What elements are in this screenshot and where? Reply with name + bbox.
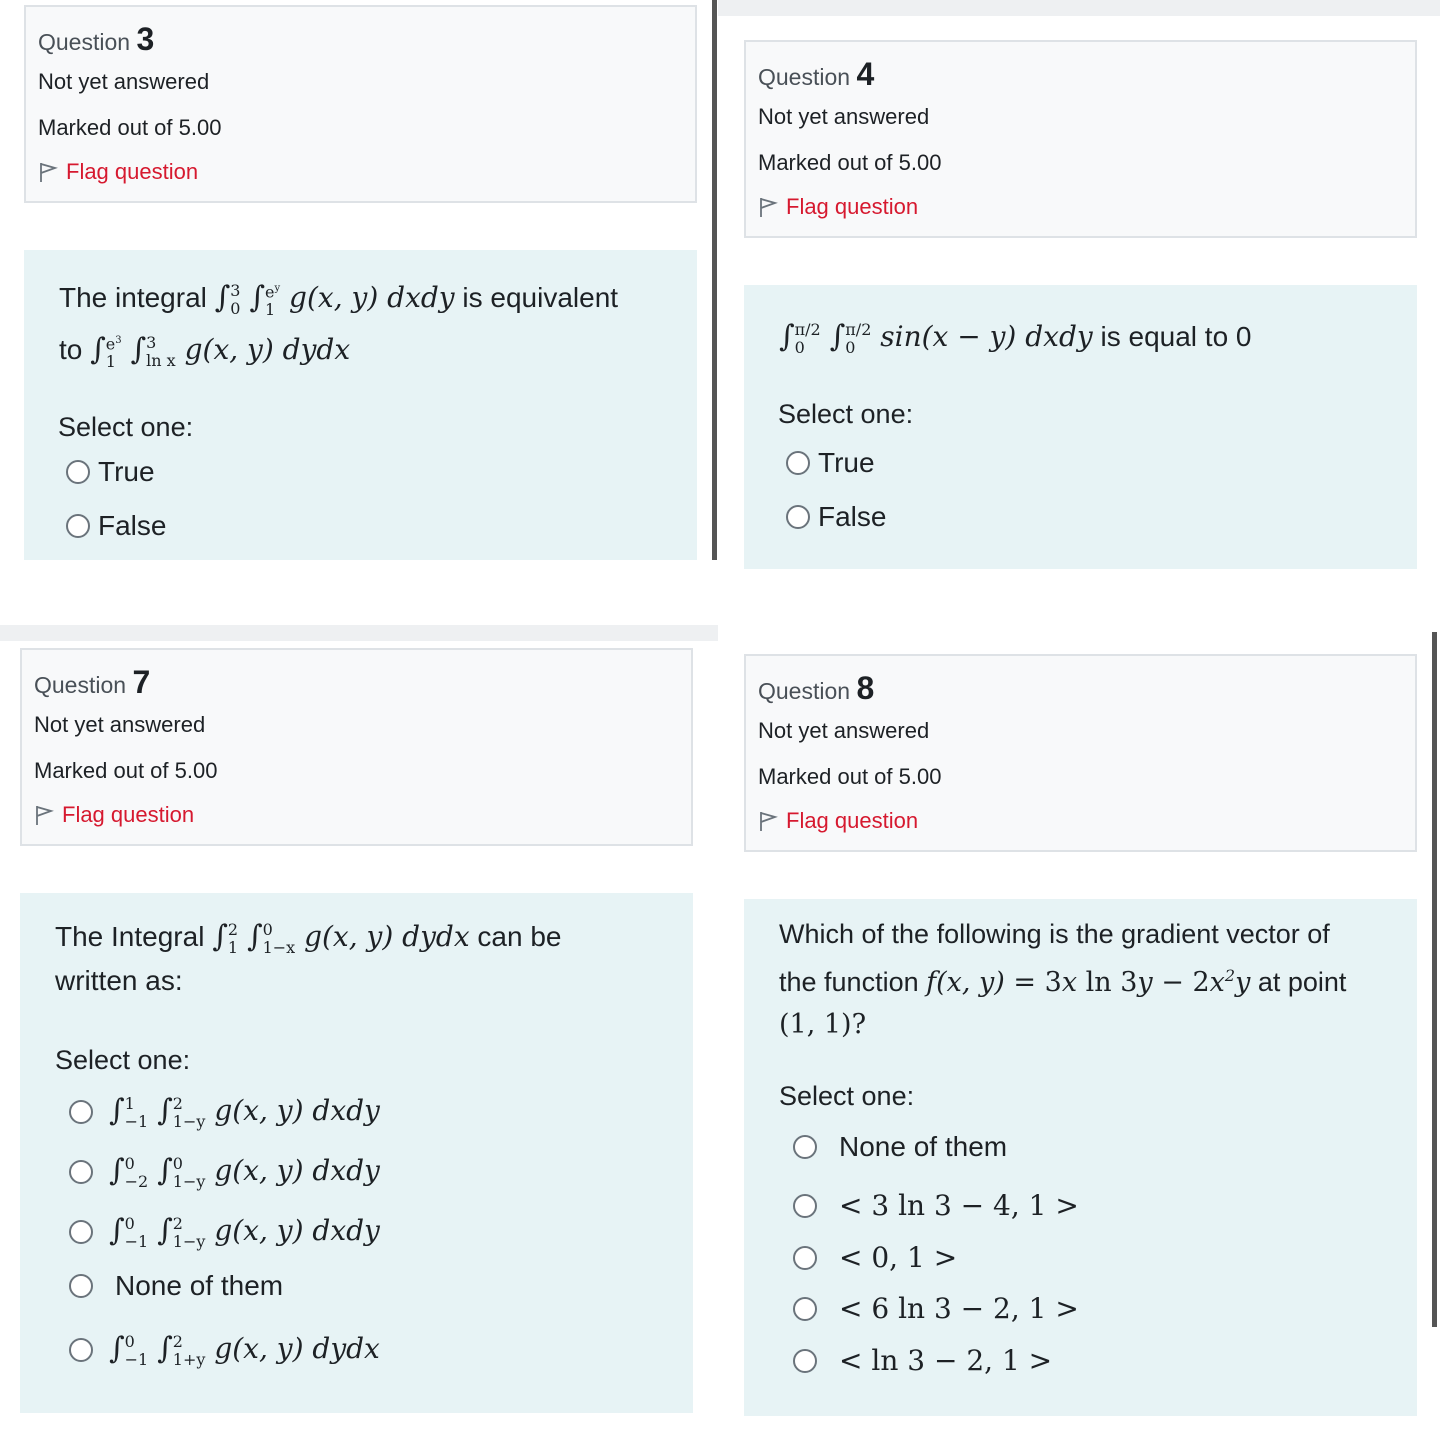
question-7-flag-link[interactable]: Flag question [34, 802, 194, 828]
question-3-text: The integral ∫ 3 0 ∫ $e^y$ 1 g(x, y) dxdy is equivalent to ∫ $e^3$ 1 ∫ 3 ln x g(x, y) dydx [59, 280, 619, 372]
question-7-option-a[interactable]: ∫ 1 −1 ∫ 2 1−y g(x, y) dxdy [69, 1093, 380, 1131]
question-8-option-e[interactable]: < ln 3 − 2, 1 > [793, 1344, 1052, 1377]
question-3-content [24, 250, 697, 560]
radio-icon[interactable] [786, 505, 810, 529]
question-8-flag-link[interactable]: Flag question [758, 808, 918, 834]
question-7-grade: Marked out of 5.00 [34, 758, 218, 783]
radio-icon[interactable] [69, 1274, 93, 1298]
question-4-content [744, 285, 1417, 569]
question-4-info [744, 40, 1417, 238]
radio-icon[interactable] [69, 1160, 93, 1184]
question-3-state: Not yet answered [38, 69, 210, 94]
radio-icon[interactable] [66, 514, 90, 538]
radio-icon[interactable] [793, 1349, 817, 1373]
question-8-info [744, 654, 1417, 852]
radio-icon[interactable] [786, 451, 810, 475]
question-8-prompt: Select one: [779, 1081, 915, 1111]
question-7-info [20, 648, 693, 846]
flag-icon [38, 161, 58, 183]
question-7-option-c[interactable]: ∫ 0 −1 ∫ 2 1−y g(x, y) dxdy [69, 1213, 380, 1251]
question-3-prompt: Select one: [58, 412, 194, 442]
question-8-grade: Marked out of 5.00 [758, 764, 942, 789]
question-7-state: Not yet answered [34, 712, 206, 737]
question-8-option-b[interactable]: < 3 ln 3 − 4, 1 > [793, 1189, 1079, 1222]
question-3-grade: Marked out of 5.00 [38, 115, 222, 140]
radio-icon[interactable] [69, 1220, 93, 1244]
question-8-text: Which of the following is the gradient vector of the function f(x, y) = 3x $\ln 3y - 2x^2y$ at point (1, 1)? [779, 919, 1347, 1040]
flag-icon [34, 804, 54, 826]
radio-icon[interactable] [793, 1246, 817, 1270]
question-8-number: Question 8 [758, 670, 875, 706]
question-7-option-b[interactable]: ∫ 0 −2 ∫ 0 1−y g(x, y) dxdy [69, 1153, 380, 1191]
question-8-option-a[interactable]: None of them [793, 1131, 1007, 1163]
question-8-option-d[interactable]: < 6 ln 3 − 2, 1 > [793, 1292, 1079, 1325]
question-7-option-e[interactable]: ∫ 0 −1 ∫ 2 1+y g(x, y) dydx [69, 1331, 380, 1369]
question-4-text: ∫ π/2 0 ∫ π/2 0 sin(x − y) dxdy is equal to 0 [779, 319, 1252, 357]
radio-icon[interactable] [66, 460, 90, 484]
question-8-option-c[interactable]: < 0, 1 > [793, 1241, 957, 1274]
radio-icon[interactable] [69, 1100, 93, 1124]
flag-icon [758, 196, 778, 218]
question-4-state: Not yet answered [758, 104, 930, 129]
question-7-content [20, 893, 693, 1413]
radio-icon[interactable] [69, 1338, 93, 1362]
question-4-option-true[interactable]: True [786, 447, 875, 479]
question-7-number: Question 7 [34, 664, 151, 700]
question-3-number: Question 3 [38, 21, 155, 57]
question-4-grade: Marked out of 5.00 [758, 150, 942, 175]
question-3-option-true[interactable]: True [66, 456, 155, 488]
question-4-flag-link[interactable]: Flag question [758, 194, 918, 220]
panel-gap [0, 625, 718, 641]
radio-icon[interactable] [793, 1135, 817, 1159]
question-3-info [24, 5, 697, 203]
flag-icon [758, 810, 778, 832]
panel-divider [712, 0, 717, 560]
question-4-prompt: Select one: [778, 399, 914, 429]
panel-divider [1432, 632, 1437, 1327]
question-4-option-false[interactable]: False [786, 501, 886, 533]
question-3-option-false[interactable]: False [66, 510, 166, 542]
question-7-prompt: Select one: [55, 1045, 191, 1075]
question-3-flag-link[interactable]: Flag question [38, 159, 198, 185]
radio-icon[interactable] [793, 1194, 817, 1218]
radio-icon[interactable] [793, 1297, 817, 1321]
question-4-number: Question 4 [758, 56, 875, 92]
question-8-content [744, 899, 1417, 1416]
question-7-text: The Integral ∫ 2 1 ∫ 0 1−x g(x, y) dydx can be written as: [55, 919, 562, 996]
question-8-state: Not yet answered [758, 718, 930, 743]
panel-gap [718, 0, 1440, 16]
question-7-option-d[interactable]: None of them [69, 1270, 283, 1302]
